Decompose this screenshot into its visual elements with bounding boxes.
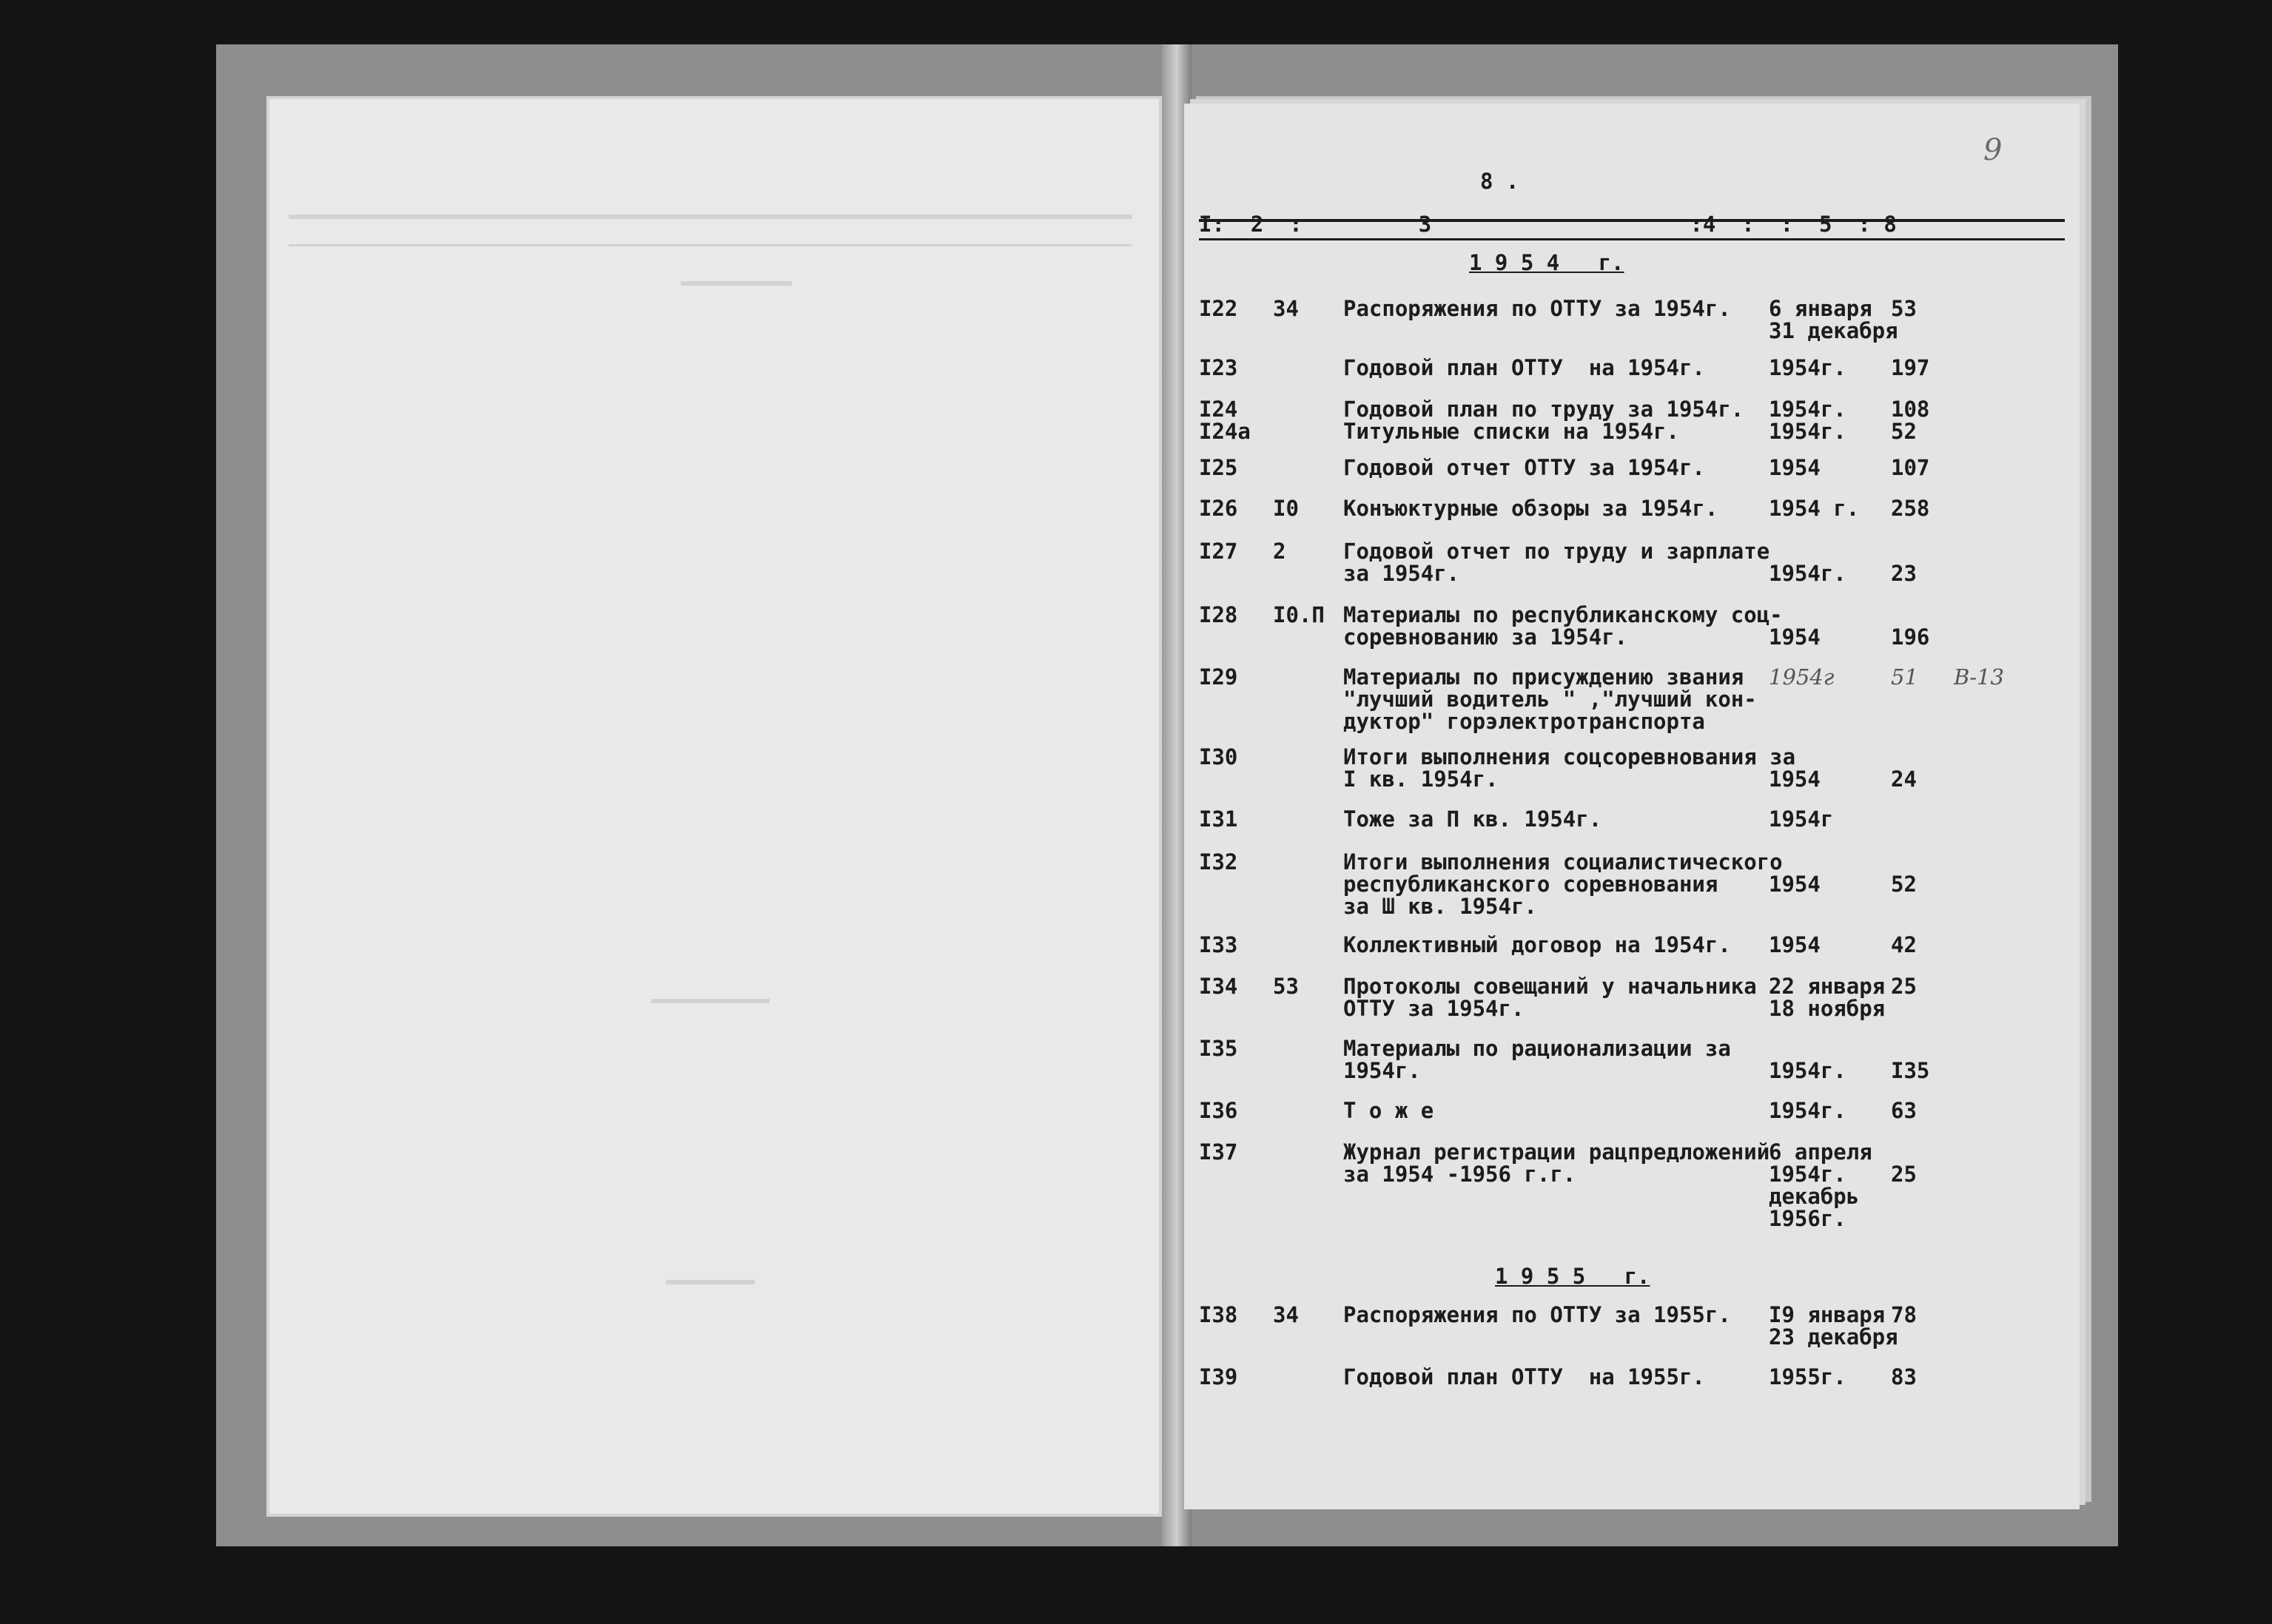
item-count: 108 52	[1891, 397, 1930, 444]
item-count: 51	[1891, 664, 1918, 690]
item-date: 6 января 31 декабря	[1769, 296, 1898, 343]
item-title: Протоколы совещаний у начальника ОТТУ за 1954г.	[1343, 974, 1757, 1021]
header-rule-bottom	[1199, 238, 2065, 240]
item-title: Распоряжения по ОТТУ за 1955г.	[1343, 1302, 1731, 1327]
item-number: I28	[1199, 602, 1238, 627]
item-date: 1955г.	[1769, 1364, 1846, 1389]
item-title: Материалы по присуждению звания "лучший водитель " ,"лучший кон- дуктор" горэлектротранспорта	[1343, 664, 1757, 734]
item-count: 83	[1891, 1364, 1917, 1389]
item-number: I32	[1199, 849, 1238, 875]
item-title: Тоже за П кв. 1954г.	[1343, 806, 1602, 832]
item-title: Годовой план по труду за 1954г. Титульные списки на 1954г.	[1343, 397, 1744, 444]
item-date: 1954	[1769, 932, 1821, 957]
item-title: Материалы по республиканскому соц- соревнованию за 1954г.	[1343, 602, 1783, 650]
archive-mark: 9	[1983, 133, 2003, 167]
item-date: 1954г	[1769, 806, 1834, 832]
item-date: 1954г.	[1769, 1058, 1846, 1083]
item-number: I27	[1199, 539, 1238, 564]
item-count: 25	[1891, 974, 1917, 999]
item-number: I34	[1199, 974, 1238, 999]
item-number: I29	[1199, 664, 1238, 690]
item-date: I9 января 23 декабря	[1769, 1302, 1898, 1350]
item-code: 53	[1273, 974, 1299, 999]
item-date: 1954	[1769, 766, 1821, 792]
item-date: 1954 г.	[1769, 496, 1860, 521]
item-count: 107	[1891, 455, 1930, 480]
item-number: I25	[1199, 455, 1238, 480]
item-number: I30	[1199, 744, 1238, 769]
item-title: Годовой отчет по труду и зарплате за 1954г.	[1343, 539, 1770, 586]
item-count: 258	[1891, 496, 1930, 521]
item-number: I36	[1199, 1098, 1238, 1123]
item-title: Коллективный договор на 1954г.	[1343, 932, 1731, 957]
section-year: 1 9 5 4 г.	[1469, 250, 1624, 275]
item-number: I31	[1199, 806, 1238, 832]
item-title: Годовой план ОТТУ на 1955г.	[1343, 1364, 1705, 1389]
item-count: 78	[1891, 1302, 1917, 1327]
item-date: 1954г.	[1769, 1098, 1846, 1123]
item-code: 34	[1273, 1302, 1299, 1327]
item-count: I35	[1891, 1058, 1930, 1083]
item-count: 24	[1891, 766, 1917, 792]
item-count: 52	[1891, 872, 1917, 897]
item-number: I24 I24а	[1199, 397, 1251, 444]
pencil-note: В-13	[1954, 664, 2005, 690]
item-code: I0	[1273, 496, 1299, 521]
item-count: 63	[1891, 1098, 1917, 1123]
item-title: Итоги выполнения соцсоревнования за I кв. 1954г.	[1343, 744, 1796, 792]
item-count: 53	[1891, 296, 1917, 321]
item-count: 196	[1891, 624, 1930, 650]
item-code: I0.П	[1273, 602, 1325, 627]
item-number: I38	[1199, 1302, 1238, 1327]
item-title: Годовой отчет ОТТУ за 1954г.	[1343, 455, 1705, 480]
item-date: 1954	[1769, 624, 1821, 650]
item-number: I35	[1199, 1036, 1238, 1061]
item-title: Годовой план ОТТУ на 1954г.	[1343, 355, 1705, 380]
right-page	[1184, 104, 2080, 1509]
column-header: I: 2 : 3 :4 : : 5 : 8	[1199, 212, 1897, 237]
item-title: Журнал регистрации рацпредложений за 1954 -1956 г.г.	[1343, 1139, 1770, 1187]
item-code: 34	[1273, 296, 1299, 321]
item-number: I33	[1199, 932, 1238, 957]
item-date: 1954г.	[1769, 355, 1846, 380]
item-title: Распоряжения по ОТТУ за 1954г.	[1343, 296, 1731, 321]
item-number: I23	[1199, 355, 1238, 380]
item-number: I37	[1199, 1139, 1238, 1165]
item-code: 2	[1273, 539, 1286, 564]
item-title: Конъюктурные обзоры за 1954г.	[1343, 496, 1718, 521]
item-number: I39	[1199, 1364, 1238, 1389]
section-year: 1 9 5 5 г.	[1495, 1264, 1650, 1289]
item-title: Т о ж е	[1343, 1098, 1434, 1123]
item-count: 42	[1891, 932, 1917, 957]
page-number: 8 .	[1480, 169, 1519, 194]
item-date: 1954г	[1769, 664, 1835, 690]
item-date: 1954г. 1954г.	[1769, 397, 1846, 444]
item-date: 1954г.	[1769, 561, 1846, 586]
item-count: 25	[1891, 1162, 1917, 1187]
item-number: I22	[1199, 296, 1238, 321]
item-title: Итоги выполнения социалистического республиканского соревнования за Ш кв. 1954г.	[1343, 849, 1783, 919]
item-number: I26	[1199, 496, 1238, 521]
item-date: 1954	[1769, 455, 1821, 480]
item-date: 6 апреля 1954г. декабрь 1956г.	[1769, 1139, 1872, 1231]
item-date: 1954	[1769, 872, 1821, 897]
item-count: 197	[1891, 355, 1930, 380]
item-count: 23	[1891, 561, 1917, 586]
item-date: 22 января 18 ноября	[1769, 974, 1886, 1021]
left-page-blank	[266, 96, 1162, 1517]
item-title: Материалы по рационализации за 1954г.	[1343, 1036, 1731, 1083]
